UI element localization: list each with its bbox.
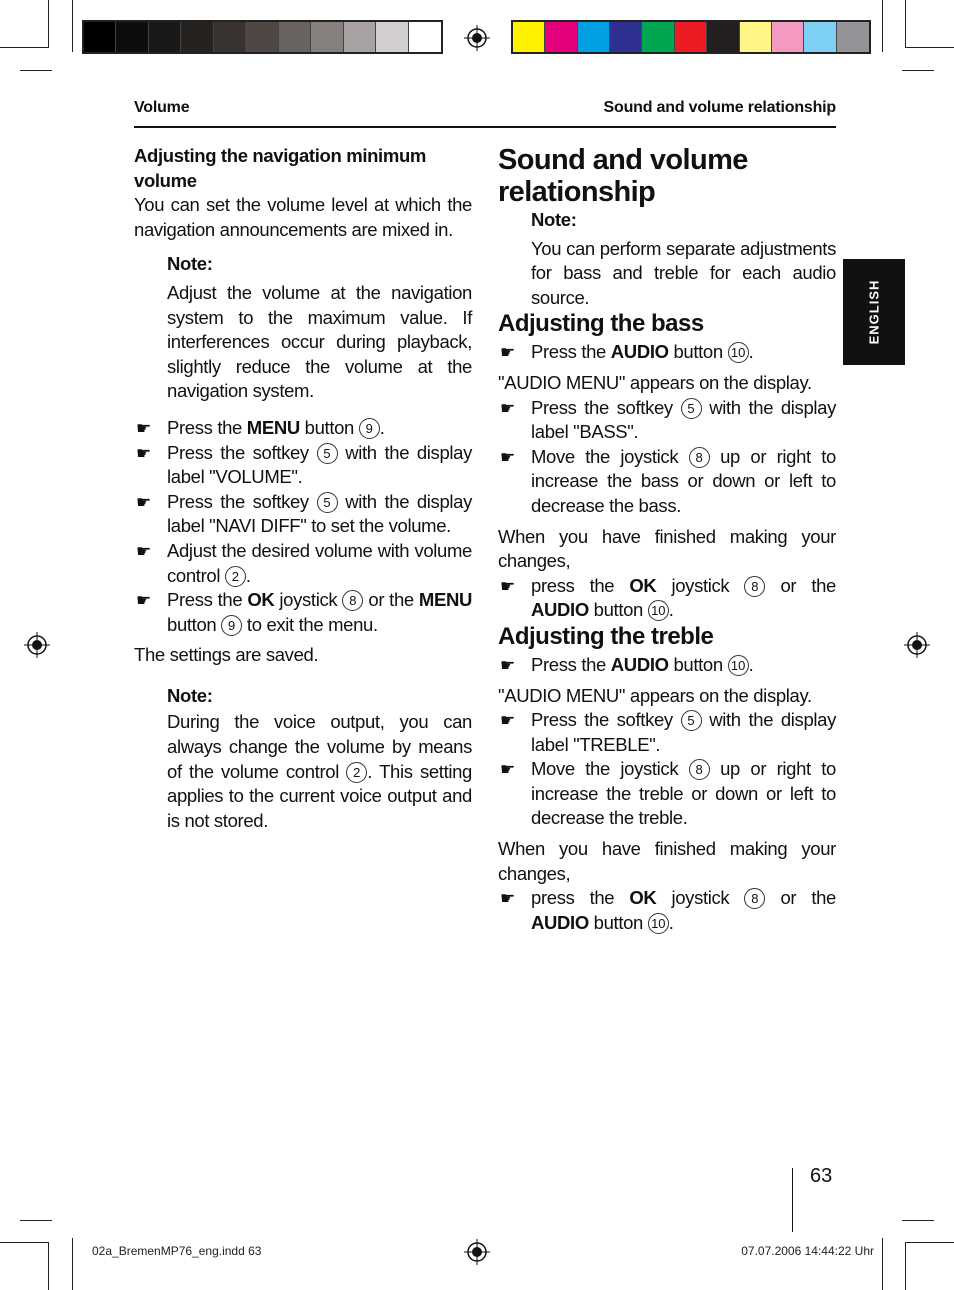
callout-number: 2 [225,566,246,587]
gray-swatch [344,22,376,52]
pointing-hand-icon: ☛ [500,447,515,467]
crop-mark [20,1220,52,1221]
color-swatch [740,22,772,52]
color-swatch [837,22,869,52]
color-swatch [578,22,610,52]
callout-number: 9 [359,418,380,439]
note-text: Adjust the volume at the navigation system to the maximum value. If interferences occur during playback, slightly reduce the volume at the navigation system. [167,281,472,402]
callout-number: 5 [681,398,702,419]
page-number-rule [792,1168,793,1232]
header-rule [134,126,836,128]
color-swatch [513,22,545,52]
gray-swatch [116,22,148,52]
settings-saved-text: The settings are saved. [134,644,319,666]
note-title: Note: [167,684,213,706]
slug-file-info: 02a_BremenMP76_eng.indd 63 [92,1244,262,1258]
step-softkey-bass: ☛ Press the softkey 5 with the display label "BASS". [500,396,836,443]
callout-number: 10 [728,655,749,676]
crop-mark [906,1242,954,1243]
step-softkey-volume: ☛ Press the softkey 5 with the display label "VOLUME". [136,441,472,488]
step-joystick-treble: ☛ Move the joystick 8 up or right to increase the treble or down or left to decrease the treble. [500,758,836,829]
step-confirm-treble: ☛ press the OK joystick 8 or the AUDIO button 10 . [500,887,836,933]
callout-number: 10 [648,600,669,621]
note-title: Note: [167,253,213,275]
gray-swatch [279,22,311,52]
left-column [134,144,472,833]
pointing-hand-icon: ☛ [500,760,515,780]
gray-swatch [84,22,116,52]
callout-number: 8 [689,759,710,780]
crop-mark [0,1242,48,1243]
note-text: During the voice output, you can always change the volume by means of the volume control 2 . This setting applies to the current voice output and is not stored. [167,711,472,831]
crop-mark [20,70,52,71]
finished-text: When you have finished making your changes, [498,525,836,572]
step-softkey-treble: ☛ Press the softkey 5 with the display label "TREBLE". [500,709,836,755]
color-swatch [707,22,739,52]
page-title: Sound and volume relationship [498,144,748,208]
audio-menu-appears-text: "AUDIO MENU" appears on the display. [498,371,812,393]
pointing-hand-icon: ☛ [500,655,515,675]
note-title: Note: [531,209,577,230]
color-swatch [642,22,674,52]
registration-mark-icon [904,632,930,658]
language-tab [843,259,905,365]
gray-swatch [246,22,278,52]
callout-number: 5 [317,443,338,464]
step-press-menu: ☛ Press the MENU button 9 . [134,416,472,441]
note-box [167,684,472,834]
note-text: You can perform separate adjustments for bass and treble for each audio source. [531,237,836,308]
running-header-left: Volume [134,99,190,116]
gray-swatch [181,22,213,52]
crop-mark [902,70,934,71]
step-softkey-navi-diff: ☛ Press the softkey 5 with the display label "NAVI DIFF" to set the volume. [136,490,472,537]
step-press-audio: ☛ Press the AUDIO button 10 . [498,340,836,365]
crop-mark [72,0,73,52]
registration-mark-icon [464,1239,490,1265]
crop-mark [48,0,49,48]
color-swatch [610,22,642,52]
gray-swatch [149,22,181,52]
pointing-hand-icon: ☛ [136,418,151,438]
treble-heading: Adjusting the treble [498,622,714,650]
pointing-hand-icon: ☛ [136,443,151,463]
finished-text: When you have finished making your changes, [498,838,836,884]
callout-number: 2 [346,762,367,783]
crop-mark [906,47,954,48]
intro-paragraph: You can set the volume level at which the navigation announcements are mixed in. [134,194,472,240]
slug-timestamp: 07.07.2006 14:44:22 Uhr [741,1244,874,1258]
gray-color-bar [82,20,443,54]
callout-number: 10 [728,342,749,363]
callout-number: 8 [342,590,363,611]
color-swatch [675,22,707,52]
crop-mark [0,47,48,48]
callout-number: 8 [689,447,710,468]
pointing-hand-icon: ☛ [500,576,515,596]
step-joystick-bass: ☛ Move the joystick 8 up or right to increase the bass or down or left to decrease the bass. [500,445,836,516]
crop-mark [902,1220,934,1221]
crop-mark [882,1238,883,1290]
pointing-hand-icon: ☛ [136,541,151,561]
color-swatch [545,22,577,52]
callout-number: 8 [744,576,765,597]
callout-number: 5 [681,710,702,731]
pointing-hand-icon: ☛ [500,343,515,363]
step-confirm-bass: ☛ press the OK joystick 8 or the AUDIO button 10 . [500,574,836,621]
crop-mark [48,1242,49,1290]
registration-mark-icon [24,632,50,658]
callout-number: 8 [744,888,765,909]
callout-number: 5 [317,492,338,513]
right-column [498,144,836,935]
process-color-bar [511,20,871,54]
step-exit-menu: ☛ Press the OK joystick 8 or the MENU button 9 to exit the menu. [136,589,472,635]
step-adjust-volume: ☛ Adjust the desired volume with volume control 2 . [136,539,472,586]
pointing-hand-icon: ☛ [136,492,151,512]
registration-mark-icon [464,25,490,51]
gray-swatch [214,22,246,52]
gray-swatch [409,22,441,52]
callout-number: 9 [221,615,242,636]
crop-mark [905,0,906,48]
audio-menu-appears-text: "AUDIO MENU" appears on the display. [498,684,812,706]
bass-heading: Adjusting the bass [498,310,704,338]
pointing-hand-icon: ☛ [500,398,515,418]
callout-number: 10 [648,913,669,934]
pointing-hand-icon: ☛ [500,889,515,909]
section-subheading: Adjusting the navigation minimum volume [134,145,426,191]
page-number: 63 [810,1165,833,1187]
note-box [167,252,472,404]
crop-mark [882,0,883,52]
note-box [531,208,836,310]
running-header-right: Sound and volume relationship [603,99,836,116]
pointing-hand-icon: ☛ [136,591,151,611]
color-swatch [772,22,804,52]
color-swatch [804,22,836,52]
gray-swatch [311,22,343,52]
crop-mark [72,1238,73,1290]
step-press-audio: ☛ Press the AUDIO button 10 . [498,653,836,678]
gray-swatch [376,22,408,52]
language-tab-label: ENGLISH [866,279,882,345]
crop-mark [905,1242,906,1290]
pointing-hand-icon: ☛ [500,711,515,731]
